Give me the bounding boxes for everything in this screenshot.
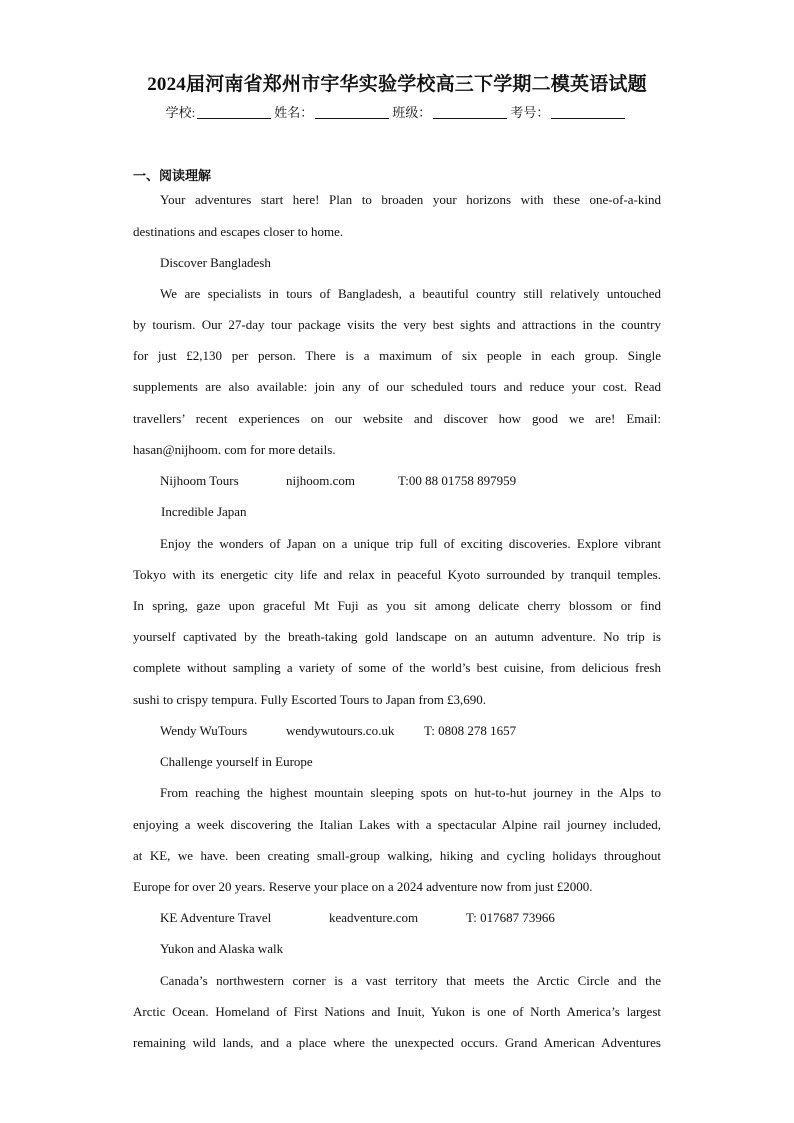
name-label: 姓名： bbox=[274, 105, 314, 120]
section-heading: 一、阅读理解 bbox=[133, 168, 212, 183]
ad-website: keadventure.com bbox=[329, 910, 419, 925]
ad-text-line: complete without sampling a variety of some of the world’s best cuisine, from delicious fresh bbox=[133, 660, 661, 675]
ad-text-line: supplements are also available: join any of our scheduled tours and reduce your cost. Read bbox=[133, 379, 661, 394]
ad-phone: T: 017687 73966 bbox=[466, 910, 555, 925]
ad-text-line: at KE, we have. been creating small-group walking, hiking and cycling holidays throughout bbox=[133, 848, 661, 863]
class-blank[interactable] bbox=[433, 106, 507, 119]
class-label: 班级： bbox=[392, 105, 432, 120]
intro-line: Your adventures start here! Plan to broaden your horizons with these one-of-a-kind bbox=[160, 192, 661, 207]
ad-website: wendywutours.co.uk bbox=[286, 723, 395, 738]
ad-phone: T:00 88 01758 897959 bbox=[398, 473, 517, 488]
intro-line: destinations and escapes closer to home. bbox=[133, 224, 344, 239]
ad-website: nijhoom.com bbox=[286, 473, 355, 488]
document-title: 2024届河南省郑州市宇华实验学校高三下学期二模英语试题 bbox=[147, 74, 647, 95]
ad-heading: Yukon and Alaska walk bbox=[160, 941, 284, 956]
ad-text-line: travellers’ recent experiences on our website and discover how good we are! Email: bbox=[133, 411, 661, 426]
ad-text-line: sushi to crispy tempura. Fully Escorted Tours to Japan from £3,690. bbox=[133, 692, 487, 707]
ad-text-line: remaining wild lands, and a place where the unexpected occurs. Grand American Adventures bbox=[133, 1035, 661, 1050]
ad-company: Wendy WuTours bbox=[160, 723, 248, 738]
ad-heading: Discover Bangladesh bbox=[160, 255, 271, 270]
ad-phone: T: 0808 278 1657 bbox=[424, 723, 517, 738]
number-label: 考号： bbox=[510, 105, 550, 120]
ad-text-line: Tokyo with its energetic city life and relax in peaceful Kyoto surrounded by tranquil temples. bbox=[133, 567, 661, 582]
ad-text-line: hasan@nijhoom. com for more details. bbox=[133, 442, 336, 457]
number-blank[interactable] bbox=[551, 106, 625, 119]
ad-text-line: We are specialists in tours of Bangladesh, a beautiful country still relatively untouched bbox=[160, 286, 661, 301]
ad-company: KE Adventure Travel bbox=[160, 910, 272, 925]
ad-text-line: From reaching the highest mountain sleeping spots on hut-to-hut journey in the Alps to bbox=[160, 785, 661, 800]
ad-text-line: In spring, gaze upon graceful Mt Fuji as you sit among delicate cherry blossom or find bbox=[133, 598, 661, 613]
ad-heading: Challenge yourself in Europe bbox=[160, 754, 313, 769]
student-info-line bbox=[0, 102, 794, 121]
ad-text-line: Europe for over 20 years. Reserve your place on a 2024 adventure now from just £2000. bbox=[133, 879, 593, 894]
ad-text-line: for just £2,130 per person. There is a maximum of six people in each group. Single bbox=[133, 348, 661, 363]
school-blank[interactable] bbox=[197, 106, 271, 119]
ad-company: Nijhoom Tours bbox=[160, 473, 239, 488]
name-blank[interactable] bbox=[315, 106, 389, 119]
ad-text-line: yourself captivated by the breath-taking gold landscape on an autumn adventure. No trip is bbox=[133, 629, 661, 644]
school-label: 学校: bbox=[165, 105, 196, 120]
ad-heading: Incredible Japan bbox=[161, 504, 247, 519]
ad-text-line: by tourism. Our 27-day tour package visits the very best sights and attractions in the country bbox=[133, 317, 661, 332]
ad-text-line: enjoying a week discovering the Italian Lakes with a spectacular Alpine rail journey included, bbox=[133, 817, 661, 832]
ad-text-line: Arctic Ocean. Homeland of First Nations and Inuit, Yukon is one of North America’s largest bbox=[133, 1004, 661, 1019]
ad-text-line: Canada’s northwestern corner is a vast territory that meets the Arctic Circle and the bbox=[160, 973, 661, 988]
ad-text-line: Enjoy the wonders of Japan on a unique trip full of exciting discoveries. Explore vibrant bbox=[160, 536, 661, 551]
